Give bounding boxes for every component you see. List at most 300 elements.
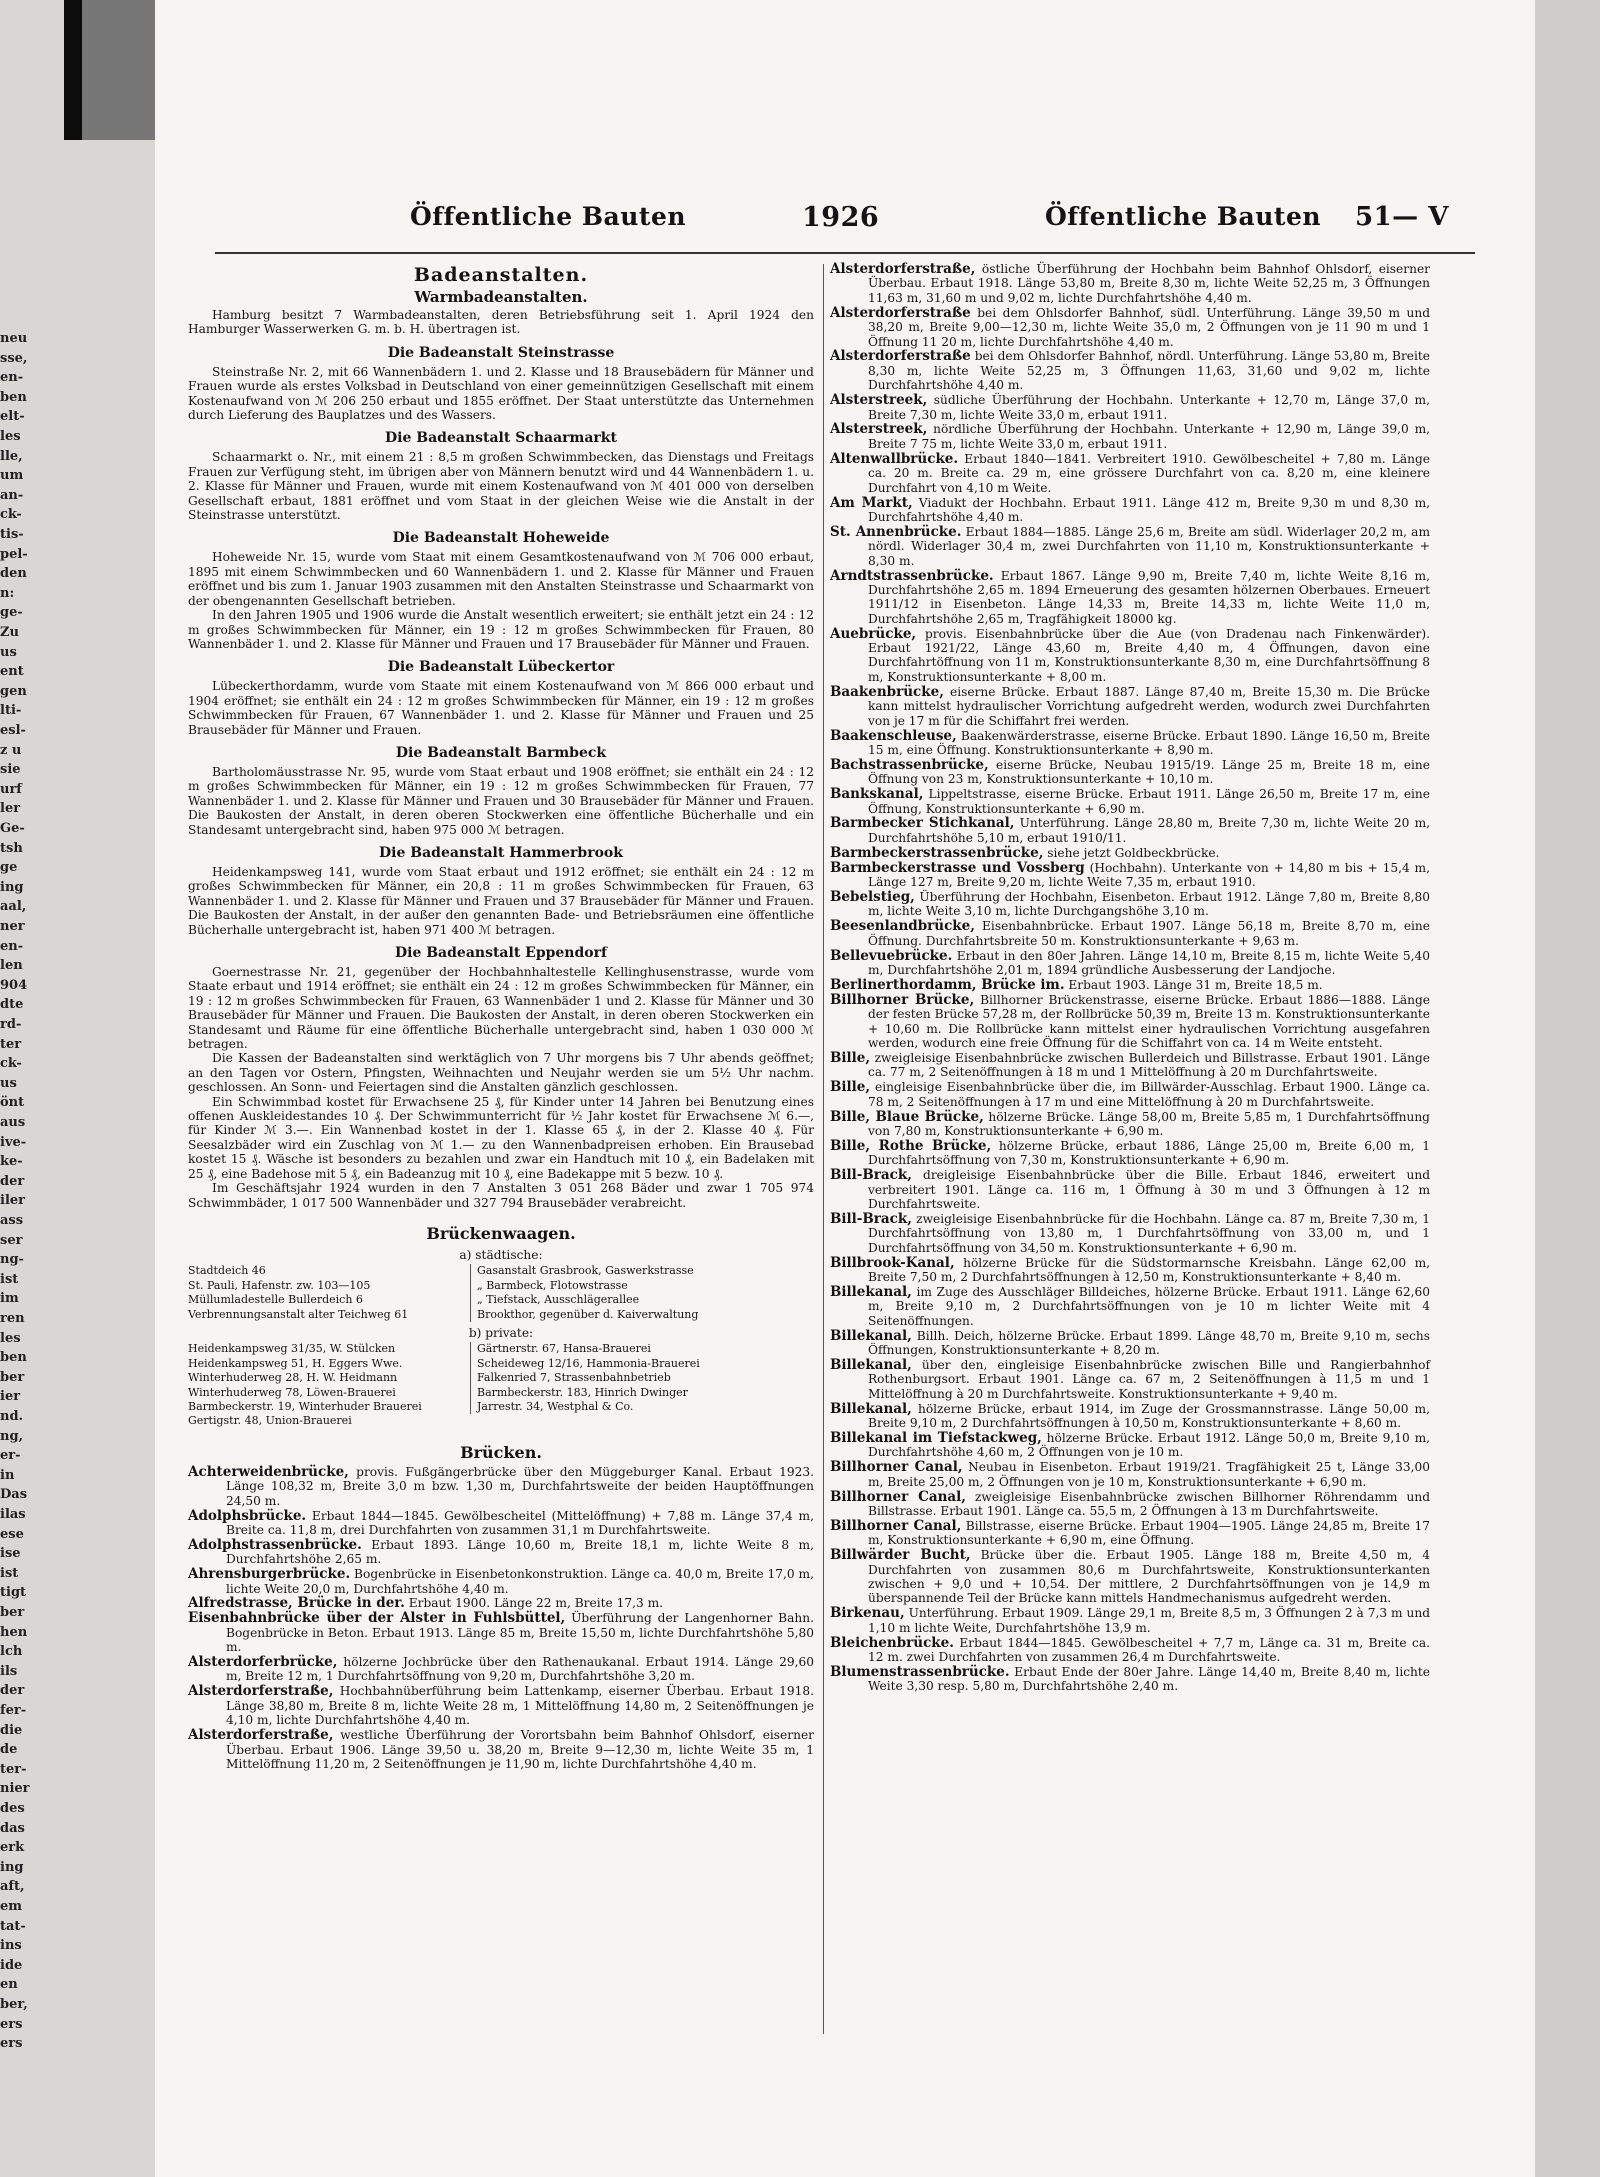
margin-fragment: 904 bbox=[0, 977, 28, 993]
bath-text: Goernestrasse Nr. 21, gegenüber der Hochbahnhaltestelle Kellinghusenstrasse, wurde vom Staate erbaut und 1914 eröffnet; sie enthält ein 24 : 12 m großes Schwimmbecken für Männer, ein 19 : 12 m großes Schwimmbecken für Frauen, 63 Wannenbäder 1 und 2. Klasse für Männer und 30 Brausebäder für Männer und Frauen. Die Baukosten der Anstalt, in deren oberen Stockwerken ein Standesamt und Räume für eine öffentliche Bücherhalle untergebracht sind, haben 1 030 000 ℳ betragen. bbox=[188, 965, 814, 1052]
binding-shadow bbox=[64, 0, 82, 140]
bridge-name: Birkenau, bbox=[830, 1605, 905, 1622]
bridge-description: Erbaut in den 80er Jahren. Länge 14,10 m, Breite 8,15 m, lichte Weite 5,40 m, Durchfahrtshöhe 2,01 m, 1894 gründliche Ausbesserung der Landjoche. bbox=[868, 948, 1430, 977]
margin-fragment: lti- bbox=[0, 703, 22, 719]
margin-fragment: lch bbox=[0, 1644, 23, 1660]
bridge-name: Alsterstreek, bbox=[830, 392, 928, 409]
bridges-title: Brücken. bbox=[460, 1442, 542, 1462]
bridge-name: Alsterdorferstraße, bbox=[830, 261, 976, 277]
margin-fragment: tis- bbox=[0, 527, 24, 542]
bridge-description: östliche Überführung der Hochbahn beim Bahnhof Ohlsdorf, eiserner Überbau. Erbaut 1918. Länge 53,80 m, Breite 8,30 m, lichte Weite 52,25 m, 3 Öffnungen 11,63 m, 31,60 m und 9,02 m, lichte Durchfahrtshöhe 4,40 m. bbox=[868, 262, 1430, 305]
margin-fragment: ck- bbox=[0, 1056, 22, 1072]
bath-heading: Die Badeanstalt Steinstrasse bbox=[387, 344, 615, 361]
bridge-entry bbox=[830, 816, 1430, 845]
margin-fragment: iler bbox=[0, 1193, 25, 1209]
bridge-name: Bille, Blaue Brücke, bbox=[830, 1108, 984, 1125]
margin-fragment: nd. bbox=[0, 1409, 24, 1424]
bridge-entry bbox=[830, 627, 1430, 685]
bridge-name: Bellevuebrücke. bbox=[830, 947, 953, 964]
margin-fragment: ber, bbox=[0, 1997, 28, 2012]
running-header bbox=[155, 198, 1535, 248]
scales-a-right bbox=[470, 1264, 814, 1322]
margin-fragment: len bbox=[0, 958, 23, 974]
bridge-entry bbox=[188, 1509, 814, 1538]
scale-location: Winterhuderweg 78, Löwen-Brauerei bbox=[188, 1385, 396, 1399]
bridge-description: Bogenbrücke in Eisenbetonkonstruktion. Länge ca. 40,0 m, Breite 17,0 m, lichte Weite 20,0 m, Durchfahrtshöhe 4,40 m. bbox=[226, 1567, 814, 1596]
margin-fragment: ers bbox=[0, 2016, 23, 2032]
bridge-entry bbox=[830, 1329, 1430, 1358]
bridge-entry bbox=[830, 1256, 1430, 1285]
bridge-description: Unterführung. Erbaut 1909. Länge 29,1 m, Breite 8,5 m, 3 Öffnungen 2 à 7,3 m und 1,10 m lichte Weite, Durchfahrtshöhe 13,9 m. bbox=[868, 1606, 1430, 1635]
bridge-entry bbox=[830, 393, 1430, 422]
bridge-name: Altenwallbrücke. bbox=[830, 450, 959, 467]
bath-rule: Die Kassen der Badeanstalten sind werktäglich von 7 Uhr morgens bis 7 Uhr abends geöffnet; an den Tagen vor Ostern, Pfingsten, Weihnachten und Neujahr werden sie um 5½ Uhr nachm. geschlossen. An Sonn- und Feiertagen sind die Anstalten gänzlich geschlossen. bbox=[188, 1051, 814, 1095]
margin-fragment: tigt bbox=[0, 1585, 27, 1601]
margin-fragment: Zu bbox=[0, 625, 19, 640]
margin-fragment: ins bbox=[0, 1938, 22, 1954]
scale-location: „ Barmbeck, Flotowstrasse bbox=[477, 1278, 628, 1292]
header-left: Öffentliche Bauten bbox=[410, 202, 687, 231]
bridge-entry bbox=[830, 1168, 1430, 1211]
bridge-name: Billhorner Canal, bbox=[830, 1517, 962, 1534]
bridge-name: Adolphstrassenbrücke. bbox=[188, 1536, 362, 1553]
margin-fragment: ist bbox=[0, 1565, 19, 1581]
margin-fragment: us bbox=[0, 1075, 17, 1091]
bath-rule: Ein Schwimmbad kostet für Erwachsene 25 ₰, für Kinder unter 14 Jahren bei Benutzung eines offenen Auskleidestandes 10 ₰. Der Schwimmunterricht für ½ Jahr kostet für Erwachsene ℳ 6.—, für Kinder ℳ 3.—. Ein Wannenbad kostet in der 1. Klasse 65 ₰, in der 2. Klasse 40 ₰. Für Seesalzbäder wird ein Zuschlag von ℳ 1.— zu den Wannenbadpreisen erhoben. Ein Brausebad kostet 15 ₰. Wäsche ist besonders zu bezahlen und zwar ein Handtuch mit 10 ₰, ein Badelaken mit 25 ₰, eine Badehose mit 5 ₰, ein Badeanzug mit 10 ₰, eine Badekappe mit 5 bezw. 10 ₰. bbox=[188, 1094, 814, 1181]
bridge-name: Billekanal im Tiefstackweg, bbox=[830, 1430, 1042, 1446]
bridge-entry bbox=[830, 1431, 1430, 1460]
bridge-name: Am Markt, bbox=[830, 494, 913, 511]
bridge-description: Erbaut 1867. Länge 9,90 m, Breite 7,40 m, lichte Weite 8,16 m, Durchfahrtshöhe 2,65 m. 1894 Erneuerung des gesamten hölzernen Oberbaues. Erneuert 1911/12 in Eisenbeton. Länge 14,33 m, Breite 14,33 m, lichte Weite 11,0 m, Durchfahrtshöhe 2,65 m, Tragfähigkeit 18000 kg. bbox=[868, 568, 1430, 626]
bridge-description: Überführung der Hochbahn, Eisenbeton. Erbaut 1912. Länge 7,80 m, Breite 8,80 m, lichte Weite 3,10 m, lichte Durchgangshöhe 3,10 m. bbox=[868, 889, 1430, 919]
header-rule bbox=[215, 252, 1475, 254]
bridge-description: Eisenbahnbrücke. Erbaut 1907. Länge 56,18 m, Breite 8,70 m, eine Öffnung. Durchfahrtsbreite 50 m. Konstruktionsunterkante + 9,63 m. bbox=[868, 919, 1430, 948]
bridge-description: Erbaut 1840—1841. Verbreitert 1910. Gewölbescheitel + 7,80 m. Länge ca. 20 m. Breite ca. 29 m, eine grössere Durchfahrt von ca. 8,20 m, eine kleinere Durchfahrt von 4,10 m Weite. bbox=[868, 451, 1430, 495]
bath-text: Bartholomäusstrasse Nr. 95, wurde vom Staat erbaut und 1908 eröffnet; sie enthält ein 24 : 12 m großes Schwimmbecken für Männer, ein 19 : 12 m großes Schwimmbecken für Frauen, 77 Wannenbäder 1. und 2. Klasse für Männer und Frauen und 30 Brausebäder für Männer und Frauen. Die Baukosten der Anstalt, in deren oberen Stockwerken eine öffentliche Bücherhalle und ein Standesamt untergebracht sind, haben 975 000 ℳ betragen. bbox=[188, 764, 814, 837]
bridge-description: über den, eingleisige Eisenbahnbrücke zwischen Bille und Rangierbahnhof Rothenburgsort. Erbaut 1901. Länge ca. 67 m, 2 Seitenöffnungen à 11,5 m und 1 Mittelöffnung à 20 m Durchfahrtsweite. Konstruktionsunterkante + 9,40 m. bbox=[868, 1357, 1430, 1401]
margin-fragment: in bbox=[0, 1467, 15, 1483]
margin-fragment: ist bbox=[0, 1271, 19, 1287]
bath-rules bbox=[188, 1051, 814, 1209]
scales-private bbox=[188, 1342, 814, 1428]
bridge-entry bbox=[830, 1358, 1430, 1401]
bridge-description: Erbaut 1893. Länge 10,60 m, Breite 18,1 m, lichte Weite 8 m, Durchfahrtshöhe 2,65 m. bbox=[226, 1537, 814, 1567]
bridge-description: Billhorner Brückenstrasse, eiserne Brücke. Erbaut 1886—1888. Länge der festen Brücke 57,28 m, der Rollbrücke 50,39 m, Breite 13 m. Konstruktionsunterkante + 10,60 m. Die Rollbrücke kann mittelst einer hydraulischen Vorrichtung ausgefahren werden, wodurch eine freie Öffnung für die Schiffahrt von ca. 14 m Weite entsteht. bbox=[868, 992, 1430, 1051]
margin-fragment: em bbox=[0, 1899, 23, 1914]
margin-fragment: ner bbox=[0, 919, 25, 934]
bridge-entry bbox=[830, 349, 1430, 392]
bridge-entry bbox=[830, 787, 1430, 816]
bridge-entry bbox=[830, 861, 1430, 890]
bridge-entry bbox=[188, 1538, 814, 1567]
margin-fragment: us bbox=[0, 644, 17, 660]
margin-fragment: er- bbox=[0, 1448, 21, 1464]
baths-intro: Hamburg besitzt 7 Warmbadeanstalten, deren Betriebsführung seit 1. April 1924 den Hamburger Wasserwerken G. m. b. H. übertragen ist. bbox=[188, 308, 814, 337]
left-column bbox=[188, 262, 814, 1772]
bath-rule: Im Geschäftsjahr 1924 wurden in den 7 Anstalten 3 051 268 Bäder und zwar 1 705 974 Schwimmbäder, 1 017 500 Wannenbäder und 327 794 Brausebäder verabreicht. bbox=[188, 1181, 814, 1210]
margin-fragment: esl- bbox=[0, 723, 26, 738]
binding-gray bbox=[82, 0, 155, 140]
bridge-entry bbox=[830, 949, 1430, 978]
scale-location: Heidenkampsweg 31/35, W. Stülcken bbox=[188, 1342, 396, 1356]
bridge-description: südliche Überführung der Hochbahn. Unterkante + 12,70 m, Länge 37,0 m, Breite 7,30 m, lichte Weite 33,0 m, erbaut 1911. bbox=[868, 393, 1430, 422]
margin-fragment: der bbox=[0, 1173, 25, 1189]
margin-fragment: aus bbox=[0, 1115, 26, 1130]
bridge-name: Bleichenbrücke. bbox=[830, 1634, 954, 1651]
bridge-entry bbox=[830, 1665, 1430, 1694]
bridge-entry bbox=[830, 1519, 1430, 1548]
margin-fragment: önt bbox=[0, 1095, 25, 1111]
bridge-description: bei dem Ohlsdorfer Bahnhof, nördl. Unterführung. Länge 53,80 m, Breite 8,30 m, lichte Weite 52,25 m, 3 Öffnungen 11,63, 31,60 und 9,02 m, lichte Durchfahrtshöhe 4,40 m. bbox=[868, 349, 1430, 393]
bridge-entry bbox=[830, 1110, 1430, 1139]
bath-list bbox=[188, 343, 814, 1052]
margin-fragment: ers bbox=[0, 2036, 23, 2052]
margin-fragment: ge- bbox=[0, 605, 23, 621]
bath-heading: Die Badeanstalt Eppendorf bbox=[394, 945, 608, 961]
bridge-entry bbox=[830, 1606, 1430, 1635]
bath-heading: Die Badeanstalt Lübeckertor bbox=[387, 659, 615, 676]
margin-fragment: ter bbox=[0, 1036, 22, 1052]
bridge-description: hölzerne Brücke. Erbaut 1912. Länge 50,0 m, Breite 9,10 m, Durchfahrtshöhe 4,60 m, 2 Öffnungen von je 10 m. bbox=[868, 1431, 1431, 1460]
bridge-entry bbox=[830, 1212, 1430, 1255]
margin-fragment: ent bbox=[0, 664, 24, 680]
bridge-name: Arndtstrassenbrücke. bbox=[830, 567, 994, 584]
bridge-description: Lippeltstrasse, eiserne Brücke. Erbaut 1911. Länge 26,50 m, Breite 17 m, eine Öffnung, Konstruktionsunterkante + 6,90 m. bbox=[868, 787, 1430, 816]
scale-location: „ Tiefstack, Ausschlägerallee bbox=[477, 1293, 640, 1307]
margin-fragment: fer- bbox=[0, 1703, 27, 1718]
scale-location: Barmbeckerstr. 19, Winterhuder Brauerei bbox=[188, 1399, 422, 1413]
margin-fragment: en bbox=[0, 1977, 18, 1993]
bridge-name: Billekanal, bbox=[830, 1327, 912, 1344]
bridge-description: zweigleisige Eisenbahnbrücke für die Hochbahn. Länge ca. 87 m, Breite 7,30 m, 1 Durchfahrtsöffnung von 13,80 m, 1 Durchfahrtsöffnung von 33,00 m, und 1 Durchfahrtsöffnung von 34,50 m. Konstruktionsunterkante + 6,90 m. bbox=[868, 1211, 1430, 1255]
bridge-description: Billh. Deich, hölzerne Brücke. Erbaut 1899. Länge 48,70 m, Breite 9,10 m, sechs Öffnungen, Konstruktionsunterkante + 8,20 m. bbox=[868, 1328, 1430, 1358]
bath-text: Schaarmarkt o. Nr., mit einem 21 : 8,5 m großen Schwimmbecken, das Dienstags und Freitags Frauen zur Verfügung steht, im übrigen aber von Männern benutzt wird und 44 Wannenbädern 1. u. 2. Klasse für Männer und Frauen, wurde mit einem Kostenaufwand von ℳ 401 000 von derselben Gesellschaft erbaut, 1881 eröffnet und vom Staat in der gleichen Weise wie die Anstalt in der Steinstrasse unterstützt. bbox=[188, 450, 814, 523]
bridge-entry bbox=[830, 1139, 1430, 1168]
bridge-entry bbox=[830, 1051, 1430, 1080]
margin-fragment: um bbox=[0, 468, 24, 484]
margin-fragment: Ge- bbox=[0, 821, 25, 836]
margin-fragment: rd- bbox=[0, 1017, 22, 1032]
bridge-name: Alsterdorferstraße bbox=[830, 348, 971, 365]
margin-fragment: an- bbox=[0, 487, 24, 503]
scale-location: St. Pauli, Hafenstr. zw. 103—105 bbox=[188, 1278, 371, 1292]
margin-fragment: ass bbox=[0, 1213, 24, 1228]
margin-fragment: aft, bbox=[0, 1879, 25, 1895]
bridge-description: dreigleisige Eisenbahnbrücke über die Bille. Erbaut 1846, erweitert und verbreitert 1901. Länge ca. 116 m, 1 Öffnung à 30 m und 3 Öffnungen à 12 m Durchfahrtsweite. bbox=[868, 1168, 1430, 1211]
bridge-name: Billhorner Brücke, bbox=[830, 991, 975, 1008]
margin-fragment: nier bbox=[0, 1781, 30, 1797]
margin-fragment: de bbox=[0, 1742, 18, 1758]
bridge-entry bbox=[830, 729, 1430, 758]
margin-fragment: erk bbox=[0, 1840, 25, 1856]
margin-fragment: sie bbox=[0, 762, 21, 778]
bridge-name: Bill-Brack, bbox=[830, 1210, 912, 1227]
bath-text: Lübeckerthordamm, wurde vom Staate mit einem Kostenaufwand von ℳ 866 000 erbaut und 1904 eröffnet; sie enthält ein 24 : 12 m großes Schwimmbecken für Männer, ein 19 : 12 m großes Schwimmbecken für Frauen, 67 Wannenbäder 1. und 2. Klasse für Männer und Frauen und 25 Brausebäder für Männer und Frauen. bbox=[188, 679, 814, 737]
warm-baths-heading: Warmbadeanstalten. bbox=[414, 288, 588, 306]
bridge-entry bbox=[830, 1490, 1430, 1519]
bridge-entry bbox=[830, 993, 1430, 1051]
margin-fragment: im bbox=[0, 1291, 19, 1307]
margin-fragment: Das bbox=[0, 1487, 28, 1503]
bridge-entry bbox=[830, 978, 1430, 992]
bridge-entry bbox=[830, 422, 1430, 451]
bridge-description: (Hochbahn). Unterkante von + 14,80 m bis + 15,4 m, Länge 127 m, Breite 9,20 m, lichte Weite 7,35 m, erbaut 1910. bbox=[868, 860, 1430, 890]
bridge-name: Bille, Rothe Brücke, bbox=[830, 1137, 992, 1154]
bridge-entry bbox=[830, 919, 1430, 948]
bridge-name: Auebrücke, bbox=[830, 625, 917, 642]
bridge-description: hölzerne Brücke, erbaut 1886, Länge 25,00 m, Breite 6,00 m, 1 Durchfahrtsöffnung von 7,30 m, Konstruktionsunterkante + 6,90 m. bbox=[868, 1138, 1430, 1168]
scale-location: Barmbeckerstr. 183, Hinrich Dwinger bbox=[477, 1385, 688, 1399]
bridge-description: provis. Fußgängerbrücke über den Müggeburger Kanal. Erbaut 1923. Länge 108,32 m, Breite 3,0 m bzw. 1,30 m, Durchfahrtsweite der beiden Hauptöffnungen 24,50 m. bbox=[226, 1464, 814, 1508]
bridge-list-right bbox=[830, 262, 1430, 1694]
bridge-entry bbox=[188, 1684, 814, 1727]
bridge-description: Erbaut 1903. Länge 31 m, Breite 18,5 m. bbox=[1064, 977, 1323, 992]
margin-fragment: ber bbox=[0, 1369, 25, 1385]
bridge-description: hölzerne Brücke. Länge 58,00 m, Breite 5,85 m, 1 Durchfahrtsöffnung von 7,80 m, Konstruktionsunterkante + 6,90 m. bbox=[868, 1109, 1430, 1138]
bridge-description: zweigleisige Eisenbahnbrücke zwischen Bullerdeich und Billstrasse. Erbaut 1901. Länge ca. 77 m, 2 Seitenöffnungen à 18 m und 1 Mittelöffnung à 20 m Durchfahrtsweite. bbox=[868, 1050, 1430, 1080]
bridge-entry bbox=[830, 1548, 1430, 1606]
bridge-name: Ahrensburgerbrücke. bbox=[188, 1566, 351, 1583]
scales-b-right bbox=[470, 1342, 814, 1414]
margin-fragment: die bbox=[0, 1722, 23, 1738]
bridge-description: Hochbahnüberführung beim Lattenkamp, eiserner Überbau. Erbaut 1918. Länge 38,80 m, Breite 8 m, lichte Weite 28 m, 1 Mittelöffnung 14,80 m, 2 Seitenöffnungen je 4,10 m, lichte Durchfahrtshöhe 4,40 m. bbox=[226, 1684, 814, 1728]
right-column bbox=[830, 262, 1430, 1694]
margin-fragment: ide bbox=[0, 1957, 23, 1973]
bridge-name: Billekanal, bbox=[830, 1356, 912, 1373]
bridge-entry bbox=[188, 1728, 814, 1771]
bridge-entry bbox=[830, 890, 1430, 919]
header-right: Öffentliche Bauten bbox=[1045, 202, 1322, 231]
scale-location: Winterhuderweg 28, H. W. Heidmann bbox=[188, 1371, 398, 1385]
right-page-edge bbox=[1535, 0, 1600, 2177]
bridge-name: Billekanal, bbox=[830, 1283, 912, 1300]
margin-fragment: ren bbox=[0, 1311, 25, 1326]
margin-fragment: ck- bbox=[0, 507, 22, 523]
margin-fragment: ing bbox=[0, 879, 24, 895]
margin-fragment: hen bbox=[0, 1624, 28, 1640]
scale-location: Jarrestr. 34, Westphal & Co. bbox=[477, 1399, 634, 1413]
bath-heading: Die Badeanstalt Schaarmarkt bbox=[385, 430, 617, 447]
scale-location: Müllumladestelle Bullerdeich 6 bbox=[188, 1293, 363, 1307]
page-number: 51— V bbox=[1355, 202, 1449, 232]
bath-text: Steinstraße Nr. 2, mit 66 Wannenbädern 1. und 2. Klasse und 18 Brausebädern für Männer und Frauen wurde als erstes Volksbad in Deutschland von einer gemeinnützigen Gesellschaft mit einem Kostenaufwand von ℳ 206 250 erbaut und 1855 eröffnet. Der Staat unterstützte das Unternehmen durch Lieferung des Bauplatzes und des Wassers. bbox=[188, 364, 814, 423]
bridge-entry bbox=[188, 1596, 814, 1610]
margin-fragment: ke- bbox=[0, 1154, 23, 1170]
bridge-description: Unterführung. Länge 28,80 m, Breite 7,30 m, lichte Weite 20 m, Durchfahrtshöhe 5,10 m, erbaut 1910/11. bbox=[868, 816, 1431, 845]
margin-fragment: ng- bbox=[0, 1252, 24, 1268]
bridge-entry bbox=[830, 1636, 1430, 1665]
bridge-name: Alsterdorferbrücke, bbox=[188, 1654, 338, 1671]
bath-text: Hoheweide Nr. 15, wurde vom Staat mit einem Gesamtkostenaufwand von ℳ 706 000 erbaut, 1895 mit einem Schwimmbecken und 60 Wannenbädern 1. und 2. Klasse für Männer und Frauen eröffnet und bis zum 1. Januar 1903 zusammen mit den Anstalten Steinstrasse und Schaarmarkt von der obengenannten Gesellschaft betrieben. bbox=[188, 550, 814, 608]
margin-fragment: das bbox=[0, 1820, 25, 1836]
bridge-description: eiserne Brücke. Erbaut 1887. Länge 87,40 m, Breite 15,30 m. Die Brücke kann mittelst hydraulischer Vorrichtung aufgedreht werden, wodurch zwei Durchfahrten von je 17 m für die Schiffahrt frei werden. bbox=[868, 684, 1430, 728]
margin-fragment: ive- bbox=[0, 1134, 27, 1150]
scale-location: Stadtdeich 46 bbox=[188, 1264, 266, 1278]
bridge-entry bbox=[830, 758, 1430, 787]
bath-heading: Die Badeanstalt Hoheweide bbox=[392, 530, 610, 547]
margin-fragment: en- bbox=[0, 370, 24, 386]
scale-location: Verbrennungsanstalt alter Teichweg 61 bbox=[188, 1307, 409, 1321]
margin-fragment: gen bbox=[0, 683, 27, 699]
bridge-description: eiserne Brücke, Neubau 1915/19. Länge 25 m, Breite 18 m, eine Öffnung von 23 m, Konstruktionsunterkante + 10,10 m. bbox=[868, 757, 1430, 787]
bridge-description: hölzerne Jochbrücke über den Rathenaukanal. Erbaut 1914. Länge 29,60 m, Breite 12 m, 1 Durchfahrtsöffnung von 9,20 m, Durchfahrtshöhe 3,20 m. bbox=[226, 1655, 814, 1684]
bridge-name: Alsterdorferstraße, bbox=[188, 1727, 334, 1744]
margin-fragment: ilas bbox=[0, 1507, 26, 1522]
bath-heading: Die Badeanstalt Barmbeck bbox=[395, 744, 607, 761]
margin-fragment: ben bbox=[0, 1350, 27, 1366]
scale-location: Heidenkampsweg 51, H. Eggers Wwe. bbox=[188, 1356, 403, 1370]
bath-text: Heidenkampsweg 141, wurde vom Staat erbaut und 1912 eröffnet; sie enthält ein 24 : 12 m großes Schwimmbecken für Männer, ein 20,8 : 11 m großes Schwimmbecken für Frauen, 63 Wannenbäder 1. und 2. Klasse für Männer und Frauen und 37 Brausebäder für Männer und Frauen. Die Baukosten der Anstalt, in der außer den genannten Bade- und Betriebsräumen eine öffentliche Bücherhalle untergebracht ist, haben 971 400 ℳ betragen. bbox=[188, 864, 814, 937]
margin-fragment: lle, bbox=[0, 448, 23, 464]
margin-fragment: ben bbox=[0, 389, 27, 405]
bridge-name: Alsterstreek, bbox=[830, 421, 928, 438]
scales-municipal bbox=[188, 1264, 814, 1322]
bridge-name: Beesenlandbrücke, bbox=[830, 918, 975, 935]
margin-fragment: urf bbox=[0, 781, 22, 797]
bridge-entry bbox=[830, 685, 1430, 728]
bridge-name: Alfredstrasse, Brücke in der. bbox=[188, 1595, 405, 1612]
bridge-name: Bankskanal, bbox=[830, 786, 924, 803]
bridge-entry bbox=[830, 262, 1430, 305]
baths-title: Badeanstalten. bbox=[413, 264, 589, 286]
scale-location: Brookthor, gegenüber d. Kaiverwaltung bbox=[477, 1307, 699, 1321]
bridge-description: Billstrasse, eiserne Brücke. Erbaut 1904—1905. Länge 24,85 m, Breite 17 m, Konstruktionsunterkante + 6,90 m, eine Öffnung. bbox=[868, 1518, 1431, 1548]
margin-fragment: ise bbox=[0, 1546, 21, 1562]
margin-fragment: les bbox=[0, 1330, 21, 1346]
scales-b-label: b) private: bbox=[468, 1325, 534, 1340]
bridge-description: Brücke über die. Erbaut 1905. Länge 188 m, Breite 4,50 m, 4 Durchfahrten von zusammen 80,6 m Durchfahrtsweite, Konstruktionsunterkanten zwischen + 9,0 und + 10,54. Der mittlere, 2 Durchfahrtsöffnungen von je 14,9 m überspannende Teil der Brücke kann mittels Handmechanismus aufgedreht werden. bbox=[868, 1548, 1430, 1606]
bridge-description: Baakenwärderstrasse, eiserne Brücke. Erbaut 1890. Länge 16,50 m, Breite 15 m, eine Öffnung. Konstruktionsunterkante + 8,90 m. bbox=[868, 728, 1430, 757]
margin-fragment: elt- bbox=[0, 409, 25, 425]
bridge-name: Baakenbrücke, bbox=[830, 683, 944, 700]
bridge-description: Viadukt der Hochbahn. Erbaut 1911. Länge 412 m, Breite 9,30 m und 8,30 m, Durchfahrtshöhe 4,40 m. bbox=[868, 495, 1430, 524]
bridge-name: Barmbeckerstrasse und Vossberg bbox=[830, 859, 1085, 876]
bridge-name: Bille, bbox=[830, 1079, 871, 1096]
bridge-description: Erbaut 1844—1845. Gewölbescheitel + 7,7 m, Länge ca. 31 m, Breite ca. 12 m. zwei Durchfahrten von zusammen 26,4 m Durchfahrtsweite. bbox=[868, 1635, 1430, 1665]
bridge-description: bei dem Ohlsdorfer Bahnhof, südl. Unterführung. Länge 39,50 m und 38,20 m, Breite 9,00—12,30 m, lichte Weite 35,0 m, 2 Öffnungen von je 11 90 m und 1 Öffnung 11 20 m, lichte Durchfahrtshöhe 4,40 m. bbox=[868, 305, 1430, 349]
column-rule bbox=[823, 264, 824, 2034]
bridge-entry bbox=[830, 1080, 1430, 1109]
margin-fragment: les bbox=[0, 429, 21, 444]
bridge-name: Billwärder Bucht, bbox=[830, 1547, 971, 1564]
bridge-description: Erbaut Ende der 80er Jahre. Länge 14,40 m, Breite 8,40 m, lichte Weite 3,30 resp. 5,80 m, Durchfahrtshöhe 2,40 m. bbox=[868, 1665, 1430, 1694]
margin-fragment: sse, bbox=[0, 350, 28, 366]
bridge-entry bbox=[188, 1567, 814, 1596]
margin-fragment: ge bbox=[0, 860, 18, 876]
margin-fragment: ils bbox=[0, 1663, 18, 1679]
bridge-list-left bbox=[188, 1465, 814, 1772]
scales-title: Brückenwaagen. bbox=[426, 1223, 576, 1243]
scale-location: Gertigstr. 48, Union-Brauerei bbox=[188, 1414, 352, 1428]
bridge-entry bbox=[830, 1460, 1430, 1489]
margin-fragment: z u bbox=[0, 742, 22, 758]
bridge-name: Alsterdorferstraße, bbox=[188, 1683, 334, 1700]
margin-fragment: tat- bbox=[0, 1918, 26, 1934]
bridge-name: Bebelstieg, bbox=[830, 888, 915, 905]
bridge-description: siehe jetzt Goldbeckbrücke. bbox=[1043, 845, 1220, 860]
bridge-description: nördliche Überführung der Hochbahn. Unterkante + 12,90 m, Länge 39,0 m, Breite 7 75 m, lichte Weite 33,0 m, erbaut 1911. bbox=[868, 422, 1430, 451]
scale-location: Gärtnerstr. 67, Hansa-Brauerei bbox=[477, 1342, 651, 1356]
bridge-name: Bill-Brack, bbox=[830, 1167, 912, 1184]
bridge-description: zweigleisige Eisenbahnbrücke zwischen Billhorner Röhrendamm und Billstrasse. Erbaut 1901. Länge ca. 55,5 m, 2 Öffnungen à 13 m Durchfahrtsweite. bbox=[868, 1489, 1430, 1519]
margin-fragment: ler bbox=[0, 801, 21, 817]
scales-a-left bbox=[188, 1264, 470, 1322]
bridge-description: hölzerne Brücke, erbaut 1914, im Zuge der Grossmannstrasse. Länge 50,00 m, Breite 9,10 m, 2 Durchfahrtsöffnungen à 10,50 m, Konstruktionsunterkante + 8,60 m. bbox=[868, 1401, 1430, 1431]
scale-location: Gasanstalt Grasbrook, Gaswerkstrasse bbox=[477, 1264, 694, 1278]
bridge-entry bbox=[830, 525, 1430, 568]
scales-a-label: a) städtische: bbox=[459, 1247, 543, 1262]
bath-heading: Die Badeanstalt Hammerbrook bbox=[379, 844, 623, 861]
header-year: 1926 bbox=[802, 202, 880, 233]
bridge-description: Neubau in Eisenbeton. Erbaut 1919/21. Tragfähigkeit 25 t, Länge 33,00 m, Breite 25,00 m, 2 Öffnungen von je 10 m, Konstruktionsunterkante + 6,90 m. bbox=[868, 1460, 1431, 1489]
margin-fragment: des bbox=[0, 1801, 25, 1816]
margin-fragment: aal, bbox=[0, 899, 27, 915]
bridge-entry bbox=[188, 1655, 814, 1684]
margin-fragment: der bbox=[0, 1683, 25, 1699]
margin-fragment: en- bbox=[0, 938, 24, 954]
bridge-name: Alsterdorferstraße bbox=[830, 304, 971, 321]
bridge-entry bbox=[830, 496, 1430, 525]
bridge-name: Barmbecker Stichkanal, bbox=[830, 815, 1015, 832]
margin-fragment: n: bbox=[0, 585, 15, 601]
bath-text-extension: In den Jahren 1905 und 1906 wurde die Anstalt wesentlich erweitert; sie enthält jetzt ein 24 : 12 m großes Schwimmbecken für Männer, ein 19 : 12 m großes Schwimmbecken für Frauen, 80 Wannenbäder 1. und 2. Klasse für Männer und Frauen und 17 Brausebäder für Männer und Frauen. bbox=[188, 608, 814, 651]
bridge-name: Baakenschleuse, bbox=[830, 727, 957, 744]
margin-fragment: ing bbox=[0, 1859, 24, 1875]
margin-fragment: ber bbox=[0, 1605, 25, 1620]
bridge-description: Erbaut 1844—1845. Gewölbescheitel (Mittelöffnung) + 7,88 m. Länge 37,4 m, Breite ca. 11,8 m, drei Durchfahrten von zusammen 31,1 m Durchfahrtsweite. bbox=[226, 1508, 814, 1537]
bridge-description: hölzerne Brücke für die Südstormarnsche Kreisbahn. Länge 62,00 m, Breite 7,50 m, 2 Durchfahrtsöffnungen à 12,50 m, Konstruktionsunterkante + 8,40 m. bbox=[868, 1255, 1430, 1285]
bridge-description: im Zuge des Ausschläger Billdeiches, hölzerne Brücke. Erbaut 1911. Länge 62,60 m, Breite 9,10 m, 2 Durchfahrtsöffnungen von je 10 m lichter Weite mit 4 Seitenöffnungen. bbox=[868, 1284, 1430, 1328]
margin-fragment: ser bbox=[0, 1232, 23, 1248]
scales-b-left bbox=[188, 1342, 470, 1428]
bridge-entry bbox=[830, 569, 1430, 627]
bridge-description: Erbaut 1900. Länge 22 m, Breite 17,3 m. bbox=[404, 1596, 664, 1611]
bridge-description: Erbaut 1884—1885. Länge 25,6 m, Breite am südl. Widerlager 20,2 m, am nördl. Widerlager 30,4 m, zwei Durchfahrten von 11,10 m, Konstruktionsunterkante + 8,30 m. bbox=[868, 524, 1431, 568]
bridge-name: Blumenstrassenbrücke. bbox=[830, 1664, 1010, 1680]
bridge-entry bbox=[830, 306, 1430, 349]
margin-fragment: tsh bbox=[0, 840, 23, 856]
margin-fragment: ier bbox=[0, 1389, 21, 1405]
bridge-name: Eisenbahnbrücke über der Alster in Fuhlsbüttel, bbox=[188, 1610, 566, 1627]
margin-fragment: ng, bbox=[0, 1428, 24, 1444]
margin-fragment: ese bbox=[0, 1526, 24, 1542]
scale-location: Scheideweg 12/16, Hammonia-Brauerei bbox=[477, 1356, 700, 1370]
bridge-entry bbox=[830, 452, 1430, 495]
margin-fragment: dte bbox=[0, 997, 24, 1013]
bridge-name: St. Annenbrücke. bbox=[830, 523, 962, 540]
bridge-name: Adolphsbrücke. bbox=[188, 1507, 307, 1524]
bridge-name: Achterweidenbrücke, bbox=[188, 1463, 349, 1480]
bridge-entry bbox=[830, 846, 1430, 860]
bridge-entry bbox=[188, 1465, 814, 1508]
bridge-name: Billhorner Canal, bbox=[830, 1488, 966, 1505]
bridge-name: Billbrook-Kanal, bbox=[830, 1254, 955, 1271]
margin-fragment: den bbox=[0, 566, 27, 582]
margin-fragment: neu bbox=[0, 331, 28, 346]
margin-fragment: ter- bbox=[0, 1761, 27, 1777]
bridge-description: eingleisige Eisenbahnbrücke über die, im Billwärder-Ausschlag. Erbaut 1900. Länge ca. 78 m, 2 Seitenöffnungen à 17 m und eine Mittelöffnung à 20 m Durchfahrtsweite. bbox=[868, 1080, 1430, 1109]
bridge-name: Billekanal, bbox=[830, 1400, 912, 1417]
bridge-entry bbox=[830, 1285, 1430, 1328]
bridge-name: Berlinerthordamm, Brücke im. bbox=[830, 976, 1065, 993]
bridge-name: Bille, bbox=[830, 1049, 871, 1066]
bridge-name: Bachstrassenbrücke, bbox=[830, 756, 989, 773]
bridge-entry bbox=[830, 1402, 1430, 1431]
bridge-description: westliche Überführung der Vorortsbahn beim Bahnhof Ohlsdorf, eiserner Überbau. Erbaut 1906. Länge 39,50 u. 38,20 m, Breite 9—12,30 m, lichte Weite 35 m, 1 Mittelöffnung 11,20 m, 2 Seitenöffnungen je 11,90 m, lichte Durchfahrtshöhe 4,40 m. bbox=[226, 1728, 814, 1771]
bridge-description: Überführung der Langenhorner Bahn. Bogenbrücke in Beton. Erbaut 1913. Länge 85 m, Breite 15,50 m, lichte Durchfahrtshöhe 5,80 m. bbox=[226, 1611, 814, 1655]
bridge-description: provis. Eisenbahnbrücke über die Aue (von Dradenau nach Finkenwärder). Erbaut 1921/22, Länge 43,60 m, Breite 4,40 m, 4 Öffnungen, davon eine Durchfahrtöffnung von 11 m, Konstruktionsunterkante 8,30 m, eine Durchfahrtsöffnung 8 m, Konstruktionsunterkante + 8,00 m. bbox=[868, 626, 1430, 684]
margin-fragment: pel- bbox=[0, 546, 28, 562]
